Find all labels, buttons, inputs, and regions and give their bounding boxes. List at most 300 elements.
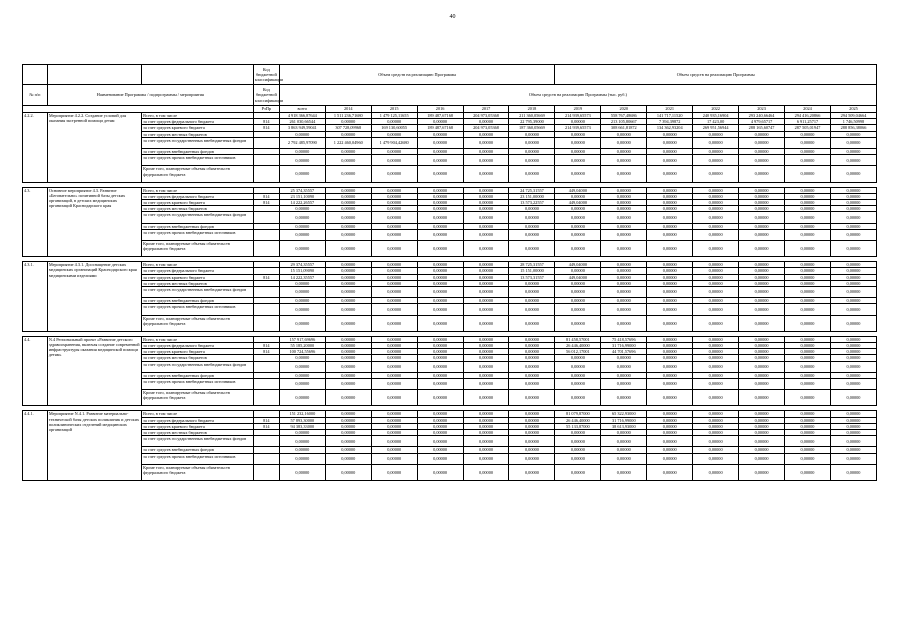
amount-cell: 240 935,16904	[693, 113, 739, 119]
amount-cell: 0,00000	[325, 149, 371, 155]
amount-cell: 0,00000	[463, 187, 509, 193]
header-code-sub: РзПр	[253, 106, 279, 113]
amount-cell: 0,00000	[693, 262, 739, 268]
amount-cell: 0,00000	[830, 206, 876, 212]
amount-cell: 0,00000	[693, 429, 739, 435]
table-row	[23, 390, 877, 406]
amount-cell: 0,00000	[830, 286, 876, 297]
amount-cell: 0,00000	[325, 372, 371, 378]
amount-cell: 0,00000	[739, 436, 785, 447]
amount-cell: 0,00000	[463, 119, 509, 125]
funding-table	[22, 64, 877, 481]
funding-source: за счет средств краевого бюджета	[142, 274, 254, 280]
amount-cell: 0,00000	[601, 298, 647, 304]
amount-cell: 15 151,09090	[279, 268, 325, 274]
table-row	[23, 304, 877, 315]
amount-cell: 0,00000	[830, 361, 876, 372]
amount-cell: 213 105,80667	[601, 119, 647, 125]
amount-cell: 0,00000	[785, 155, 831, 166]
table-row	[23, 361, 877, 372]
amount-cell: 0,00000	[325, 280, 371, 286]
amount-cell: 0,00000	[509, 429, 555, 435]
funding-source: Всего, в том числе	[142, 113, 254, 119]
block-name: N.4 Региональный проект «Развитие детского здравоохранения, включая создание современной инфраструктуры оказания медицинской помощи детям»	[47, 336, 141, 406]
amount-cell: 0,00000	[555, 304, 601, 315]
header-volume-right: Объем средств на реализацию Программы	[555, 65, 877, 85]
amount-cell: 0,00000	[830, 447, 876, 453]
budget-code	[253, 304, 279, 315]
amount-cell: 0,00000	[785, 240, 831, 256]
budget-code: 814	[253, 423, 279, 429]
amount-cell: 0,00000	[325, 193, 371, 199]
header-year: всего	[279, 106, 325, 113]
funding-source: Кроме того, планируемые объемы обязательств федерального бюджета	[142, 166, 254, 182]
header-year: 2016	[417, 106, 463, 113]
amount-cell: 0,00000	[463, 286, 509, 297]
amount-cell: 0,00000	[417, 447, 463, 453]
amount-cell: 0,00000	[647, 223, 693, 229]
amount-cell: 0,00000	[463, 166, 509, 182]
amount-cell: 294 416,20866	[785, 113, 831, 119]
funding-source: за счет средств внебюджетных фондов	[142, 372, 254, 378]
funding-source: за счет средств государственных внебюджетных фондов	[142, 137, 254, 148]
funding-source: за счет средств краевого бюджета	[142, 125, 254, 131]
amount-cell: 0,00000	[830, 355, 876, 361]
amount-cell: 0,00000	[371, 268, 417, 274]
amount-cell: 0,00000	[739, 372, 785, 378]
budget-code	[253, 229, 279, 240]
amount-cell: 288 856,38066	[830, 125, 876, 131]
amount-cell: 0,00000	[785, 453, 831, 464]
amount-cell: 0,00000	[463, 304, 509, 315]
amount-cell: 0,00000	[693, 166, 739, 182]
amount-cell: 0,00000	[647, 193, 693, 199]
amount-cell: 0,00000	[647, 429, 693, 435]
amount-cell: 0,00000	[555, 137, 601, 148]
funding-source: за счет средств федерального бюджета	[142, 268, 254, 274]
amount-cell: 0,00000	[693, 137, 739, 148]
amount-cell: 0,00000	[739, 240, 785, 256]
amount-cell: 4 979,65717	[739, 119, 785, 125]
amount-cell: 0,00000	[693, 464, 739, 480]
amount-cell: 31 716,99000	[601, 417, 647, 423]
amount-cell: 0,00000	[325, 411, 371, 417]
amount-cell: 0,00000	[463, 315, 509, 331]
amount-cell: 0,00000	[739, 149, 785, 155]
amount-cell: 0,00000	[739, 453, 785, 464]
table-row	[23, 155, 877, 166]
amount-cell: 0,00000	[509, 149, 555, 155]
header-year: 2015	[371, 106, 417, 113]
amount-cell: 0,00000	[463, 378, 509, 389]
amount-cell: 0,00000	[785, 199, 831, 205]
amount-cell: 0,00000	[509, 336, 555, 342]
amount-cell: 0,00000	[417, 119, 463, 125]
amount-cell: 0,00000	[601, 155, 647, 166]
budget-code: 814	[253, 349, 279, 355]
amount-cell: 0,00000	[647, 199, 693, 205]
funding-source: за счет средств внебюджетных фондов	[142, 149, 254, 155]
amount-cell: 0,00000	[555, 453, 601, 464]
amount-cell: 0,00000	[785, 298, 831, 304]
amount-cell: 0,00000	[739, 166, 785, 182]
amount-cell: 0,00000	[739, 187, 785, 193]
amount-cell: 0,00000	[463, 206, 509, 212]
funding-source: за счет средств прочих внебюджетных источников	[142, 304, 254, 315]
amount-cell: 7 394,39872	[647, 119, 693, 125]
amount-cell: 0,00000	[739, 262, 785, 268]
amount-cell: 0,00000	[601, 286, 647, 297]
amount-cell: 0,00000	[509, 298, 555, 304]
amount-cell: 0,00000	[647, 378, 693, 389]
amount-cell: 0,00000	[785, 423, 831, 429]
amount-cell: 0,00000	[555, 155, 601, 166]
amount-cell: 0,00000	[463, 453, 509, 464]
amount-cell: 0,00000	[371, 436, 417, 447]
amount-cell: 307 728,09968	[325, 125, 371, 131]
amount-cell: 0,00000	[647, 315, 693, 331]
amount-cell: 0,00000	[601, 268, 647, 274]
amount-cell: 0,00000	[739, 390, 785, 406]
amount-cell: 0,00000	[325, 349, 371, 355]
amount-cell: 134 362,93204	[647, 125, 693, 131]
amount-cell: 169 130,60055	[371, 125, 417, 131]
amount-cell: 0,00000	[463, 355, 509, 361]
amount-cell: 0,00000	[693, 411, 739, 417]
amount-cell: 0,00000	[417, 187, 463, 193]
amount-cell: 0,00000	[693, 187, 739, 193]
funding-source: Кроме того, планируемые объемы обязательств федерального бюджета	[142, 315, 254, 331]
amount-cell: 0,00000	[463, 240, 509, 256]
funding-source: за счет средств государственных внебюджетных фондов	[142, 212, 254, 223]
amount-cell: 0,00000	[739, 155, 785, 166]
amount-cell: 0,00000	[647, 268, 693, 274]
amount-cell: 0,00000	[325, 361, 371, 372]
amount-cell: 0,00000	[601, 447, 647, 453]
amount-cell: 0,00000	[463, 447, 509, 453]
amount-cell: 0,00000	[279, 315, 325, 331]
budget-code	[253, 453, 279, 464]
funding-source: за счет средств государственных внебюджетных фондов	[142, 436, 254, 447]
block-number: 4.4.	[23, 336, 48, 406]
amount-cell: 0,00000	[509, 223, 555, 229]
amount-cell: 0,00000	[371, 355, 417, 361]
amount-cell: 189 487,67168	[417, 113, 463, 119]
amount-cell: 0,00000	[647, 355, 693, 361]
amount-cell: 4 918 366,87644	[279, 113, 325, 119]
amount-cell: 0,00000	[739, 464, 785, 480]
amount-cell: 0,00000	[417, 166, 463, 182]
amount-cell: 0,00000	[417, 361, 463, 372]
amount-cell: 26 446,40000	[555, 342, 601, 348]
amount-cell: 0,00000	[555, 131, 601, 137]
funding-source: за счет средств краевого бюджета	[142, 199, 254, 205]
table-row	[23, 436, 877, 447]
amount-cell: 0,00000	[647, 131, 693, 137]
amount-cell: 0,00000	[371, 274, 417, 280]
amount-cell: 0,00000	[371, 212, 417, 223]
amount-cell: 0,00000	[647, 280, 693, 286]
amount-cell: 141 717,11520	[647, 113, 693, 119]
amount-cell: 0,00000	[371, 423, 417, 429]
amount-cell: 0,00000	[693, 229, 739, 240]
amount-cell: 0,00000	[509, 436, 555, 447]
amount-cell: 0,00000	[739, 223, 785, 229]
amount-cell: 0,00000	[647, 212, 693, 223]
amount-cell: 0,00000	[830, 155, 876, 166]
amount-cell: 0,00000	[785, 315, 831, 331]
amount-cell: 0,00000	[647, 286, 693, 297]
amount-cell: 0,00000	[693, 378, 739, 389]
amount-cell: 0,00000	[647, 436, 693, 447]
amount-cell: 0,00000	[325, 131, 371, 137]
amount-cell: 31 716,99000	[601, 342, 647, 348]
amount-cell: 0,00000	[463, 193, 509, 199]
budget-code	[253, 315, 279, 331]
amount-cell: 0,00000	[555, 436, 601, 447]
funding-source: Кроме того, планируемые объемы обязательств федерального бюджета	[142, 240, 254, 256]
amount-cell: 0,00000	[417, 411, 463, 417]
amount-cell: 0,00000	[417, 423, 463, 429]
amount-cell: 0,00000	[601, 193, 647, 199]
amount-cell: 0,00000	[325, 206, 371, 212]
funding-source: за счет средств внебюджетных фондов	[142, 447, 254, 453]
amount-cell: 0,00000	[509, 447, 555, 453]
amount-cell: 0,00000	[785, 372, 831, 378]
amount-cell: 81 458,57001	[555, 336, 601, 342]
amount-cell: 0,00000	[371, 378, 417, 389]
amount-cell: 0,00000	[463, 436, 509, 447]
amount-cell: 0,00000	[371, 304, 417, 315]
budget-code: 814	[253, 274, 279, 280]
table-row	[23, 240, 877, 256]
amount-cell: 0,00000	[785, 361, 831, 372]
amount-cell: 0,00000	[601, 274, 647, 280]
amount-cell: 0,00000	[279, 304, 325, 315]
amount-cell: 0,00000	[647, 423, 693, 429]
amount-cell: 0,00000	[601, 131, 647, 137]
amount-cell: 0,00000	[830, 378, 876, 389]
amount-cell: 0,00000	[555, 229, 601, 240]
amount-cell: 0,00000	[555, 286, 601, 297]
block-name: Мероприятие 4.2.2. Создание условий для оказания экстренной помощи детям	[47, 113, 141, 183]
amount-cell: 0,00000	[739, 286, 785, 297]
amount-cell: 0,00000	[463, 390, 509, 406]
amount-cell: 22 795,39000	[509, 119, 555, 125]
amount-cell: 204 973,05368	[463, 125, 509, 131]
amount-cell: 0,00000	[325, 355, 371, 361]
amount-cell: 0,00000	[830, 131, 876, 137]
funding-source: за счет средств прочих внебюджетных источников	[142, 229, 254, 240]
amount-cell: 0,00000	[785, 464, 831, 480]
amount-cell: 0,00000	[785, 206, 831, 212]
amount-cell: 0,00000	[830, 149, 876, 155]
amount-cell: 0,00000	[509, 304, 555, 315]
amount-cell: 151 232,16000	[279, 411, 325, 417]
amount-cell: 0,00000	[739, 349, 785, 355]
amount-cell: 0,00000	[830, 304, 876, 315]
amount-cell: 187 360,05669	[509, 125, 555, 131]
amount-cell: 0,00000	[279, 286, 325, 297]
amount-cell: 288 165,60747	[739, 125, 785, 131]
amount-cell: 0,00000	[785, 417, 831, 423]
funding-source: за счет средств федерального бюджета	[142, 342, 254, 348]
header-blank-1	[23, 65, 48, 85]
amount-cell: 0,00000	[647, 262, 693, 268]
amount-cell: 0,00000	[463, 349, 509, 355]
amount-cell: 0,00000	[417, 304, 463, 315]
amount-cell: 0,00000	[830, 229, 876, 240]
amount-cell: 0,00000	[279, 372, 325, 378]
amount-cell: 0,00000	[417, 286, 463, 297]
header-year: 2014	[325, 106, 371, 113]
amount-cell: 0,00000	[417, 342, 463, 348]
amount-cell: 0,00000	[279, 155, 325, 166]
amount-cell: 0,00000	[463, 429, 509, 435]
amount-cell: 0,00000	[325, 378, 371, 389]
funding-source: за счет средств краевого бюджета	[142, 349, 254, 355]
amount-cell: 0,00000	[693, 212, 739, 223]
amount-cell: 0,00000	[279, 131, 325, 137]
amount-cell: 0,00000	[463, 464, 509, 480]
table-row	[23, 378, 877, 389]
amount-cell: 0,00000	[509, 212, 555, 223]
block-name: Основное мероприятие 4.3. Развитие «Беговательно» позитивной базы детских организаций, в детских медицинских организаций Краснодарского края	[47, 187, 141, 257]
budget-code	[253, 436, 279, 447]
amount-cell: 0,00000	[785, 280, 831, 286]
amount-cell: 0,00000	[509, 166, 555, 182]
amount-cell: 0,00000	[693, 155, 739, 166]
amount-cell: 0,00000	[555, 355, 601, 361]
amount-cell: 287 505,01947	[785, 125, 831, 131]
funding-source: за счет средств местных бюджетов	[142, 131, 254, 137]
amount-cell: 0,00000	[785, 166, 831, 182]
amount-cell: 0,00000	[739, 429, 785, 435]
amount-cell: 0,00000	[371, 298, 417, 304]
amount-cell: 0,00000	[417, 223, 463, 229]
header-year: 2020	[601, 106, 647, 113]
amount-cell: 0,00000	[417, 336, 463, 342]
amount-cell: 0,00000	[279, 206, 325, 212]
header-year: 2021	[647, 106, 693, 113]
amount-cell: 0,00000	[693, 355, 739, 361]
amount-cell: 0,00000	[371, 280, 417, 286]
amount-cell: 0,00000	[325, 336, 371, 342]
amount-cell: 0,00000	[371, 315, 417, 331]
budget-code: 814	[253, 417, 279, 423]
amount-cell: 0,00000	[693, 286, 739, 297]
amount-cell: 0,00000	[463, 199, 509, 205]
amount-cell: 0,00000	[693, 315, 739, 331]
budget-code	[253, 155, 279, 166]
amount-cell: 204 973,05368	[463, 113, 509, 119]
amount-cell: 0,00000	[279, 298, 325, 304]
amount-cell: 0,00000	[417, 137, 463, 148]
budget-code: 814	[253, 199, 279, 205]
amount-cell: 558 767,48686	[601, 113, 647, 119]
amount-cell: 0,00000	[371, 286, 417, 297]
amount-cell: 0,00000	[601, 355, 647, 361]
amount-cell: 0,00000	[785, 229, 831, 240]
block-number: 4.3.	[23, 187, 48, 257]
amount-cell: 0,00000	[785, 378, 831, 389]
amount-cell: 0,00000	[785, 268, 831, 274]
amount-cell: 94 383,33000	[279, 423, 325, 429]
funding-source: за счет средств прочих внебюджетных источников	[142, 453, 254, 464]
amount-cell: 0,00000	[325, 212, 371, 223]
table-row	[23, 125, 877, 131]
amount-cell: 0,00000	[463, 149, 509, 155]
amount-cell: 0,00000	[739, 447, 785, 453]
table-row	[23, 113, 877, 119]
amount-cell: 0,00000	[417, 274, 463, 280]
amount-cell: 0,00000	[555, 298, 601, 304]
amount-cell: 0,00000	[417, 464, 463, 480]
amount-cell: 0,00000	[371, 453, 417, 464]
amount-cell: 0,00000	[693, 149, 739, 155]
amount-cell: 0,00000	[601, 464, 647, 480]
amount-cell: 0,00000	[785, 436, 831, 447]
amount-cell: 0,00000	[693, 361, 739, 372]
amount-cell: 0,00000	[647, 361, 693, 372]
amount-cell: 0,00000	[739, 378, 785, 389]
amount-cell: 44 701,57696	[601, 349, 647, 355]
amount-cell: 0,00000	[371, 131, 417, 137]
amount-cell: 0,00000	[830, 315, 876, 331]
amount-cell: 0,00000	[601, 206, 647, 212]
amount-cell: 100 724,55696	[279, 349, 325, 355]
amount-cell: 0,00000	[601, 137, 647, 148]
funding-source: Всего, в том числе	[142, 262, 254, 268]
amount-cell: 0,00000	[463, 342, 509, 348]
amount-cell: 1 222 460,04960	[325, 137, 371, 148]
funding-source: за счет средств местных бюджетов	[142, 355, 254, 361]
amount-cell: 0,00000	[417, 349, 463, 355]
amount-cell: 0,00000	[325, 229, 371, 240]
amount-cell: 0,00000	[693, 280, 739, 286]
amount-cell: 0,00000	[371, 417, 417, 423]
amount-cell: 1 479 125,11655	[371, 113, 417, 119]
amount-cell: 0,00000	[417, 298, 463, 304]
amount-cell: 0,00000	[830, 372, 876, 378]
amount-cell: 0,00000	[463, 274, 509, 280]
budget-code: 814	[253, 125, 279, 131]
block-number: 4.4.1.	[23, 411, 48, 481]
amount-cell: 0,00000	[509, 355, 555, 361]
amount-cell: 0,00000	[555, 268, 601, 274]
amount-cell: 0,00000	[647, 453, 693, 464]
amount-cell: 0,00000	[417, 229, 463, 240]
amount-cell: 294 509,04664	[830, 113, 876, 119]
budget-code	[253, 390, 279, 406]
amount-cell: 0,00000	[739, 342, 785, 348]
amount-cell: 14 222,26557	[279, 199, 325, 205]
header-funding-caption: Объем средств на реализацию Программы (тыс. руб.)	[279, 85, 876, 106]
amount-cell: 0,00000	[371, 372, 417, 378]
amount-cell: 0,00000	[785, 411, 831, 417]
amount-cell: 0,00000	[647, 229, 693, 240]
amount-cell: 0,00000	[830, 193, 876, 199]
funding-source: за счет средств федерального бюджета	[142, 119, 254, 125]
amount-cell: 0,00000	[371, 336, 417, 342]
amount-cell: 0,00000	[417, 355, 463, 361]
header-year: 2024	[785, 106, 831, 113]
amount-cell: 449,04000	[555, 187, 601, 193]
header-year: 2022	[693, 106, 739, 113]
header-year: 2017	[463, 106, 509, 113]
amount-cell: 214 939,65573	[555, 125, 601, 131]
amount-cell: 0,00000	[647, 417, 693, 423]
